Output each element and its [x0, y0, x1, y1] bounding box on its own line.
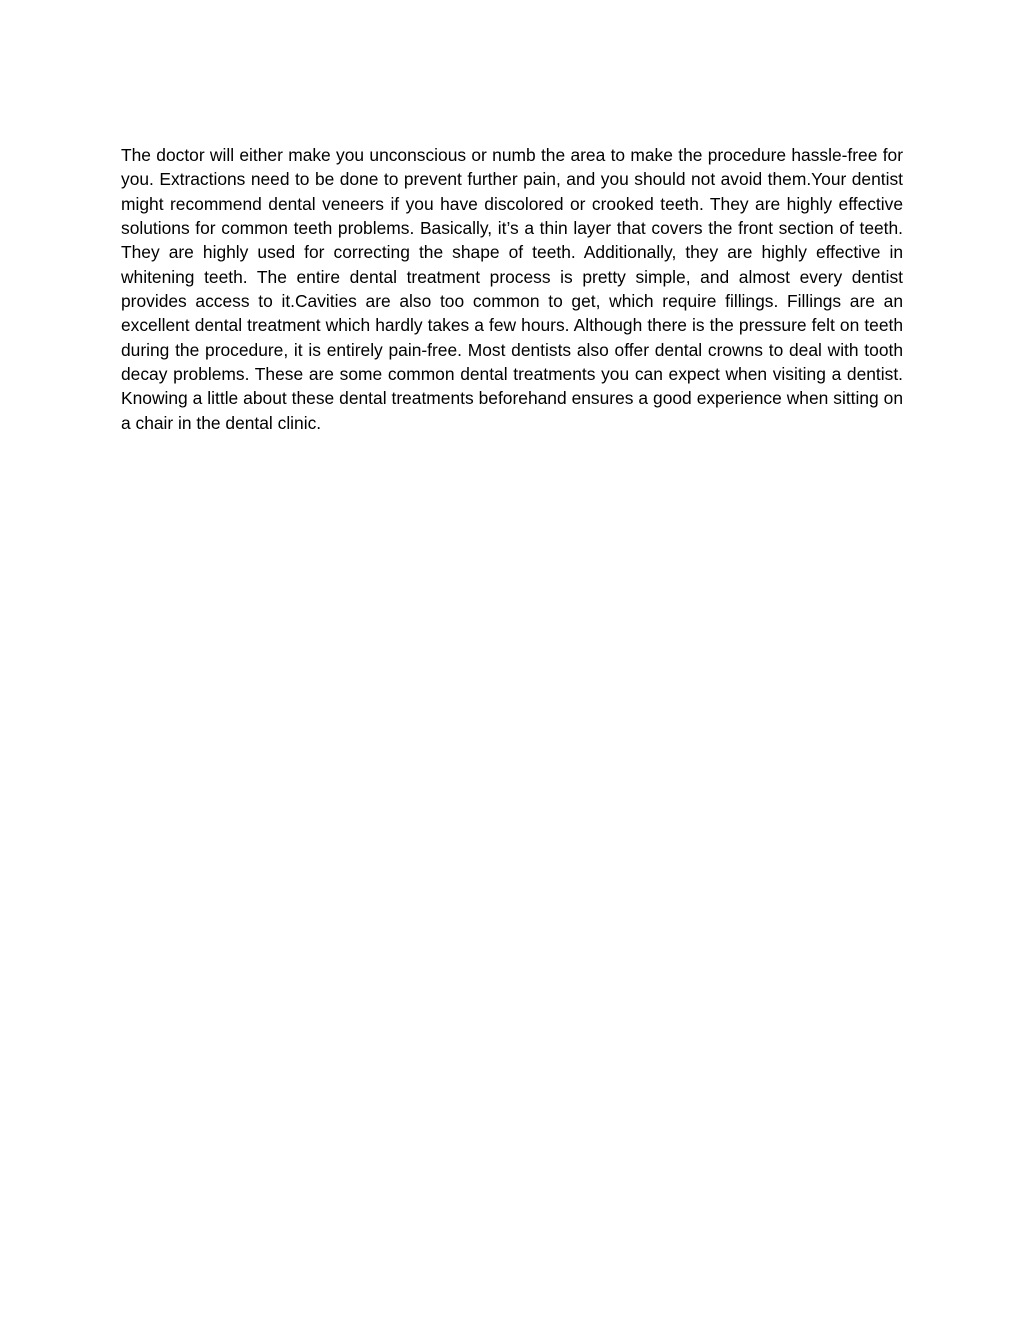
body-paragraph: The doctor will either make you unconscious or numb the area to make the procedure hassle-free for you. Extractions need to be done to prevent further pain, and you should not avoid them.Your dentist might recommend dental veneers if you have discolored or crooked teeth. They are highly effective solutions for common teeth problems. Basically, it’s a thin layer that covers the front section of teeth. They are highly used for correcting the shape of teeth. Additionally, they are highly effective in whitening teeth. The entire dental treatment process is pretty simple, and almost every dentist provides access to it.Cavities are also too common to get, which require fillings. Fillings are an excellent dental treatment which hardly takes a few hours. Although there is the pressure felt on teeth during the procedure, it is entirely pain-free. Most dentists also offer dental crowns to deal with tooth decay problems. These are some common dental treatments you can expect when visiting a dentist. Knowing a little about these dental treatments beforehand ensures a good experience when sitting on a chair in the dental clinic.	[121, 145, 903, 433]
